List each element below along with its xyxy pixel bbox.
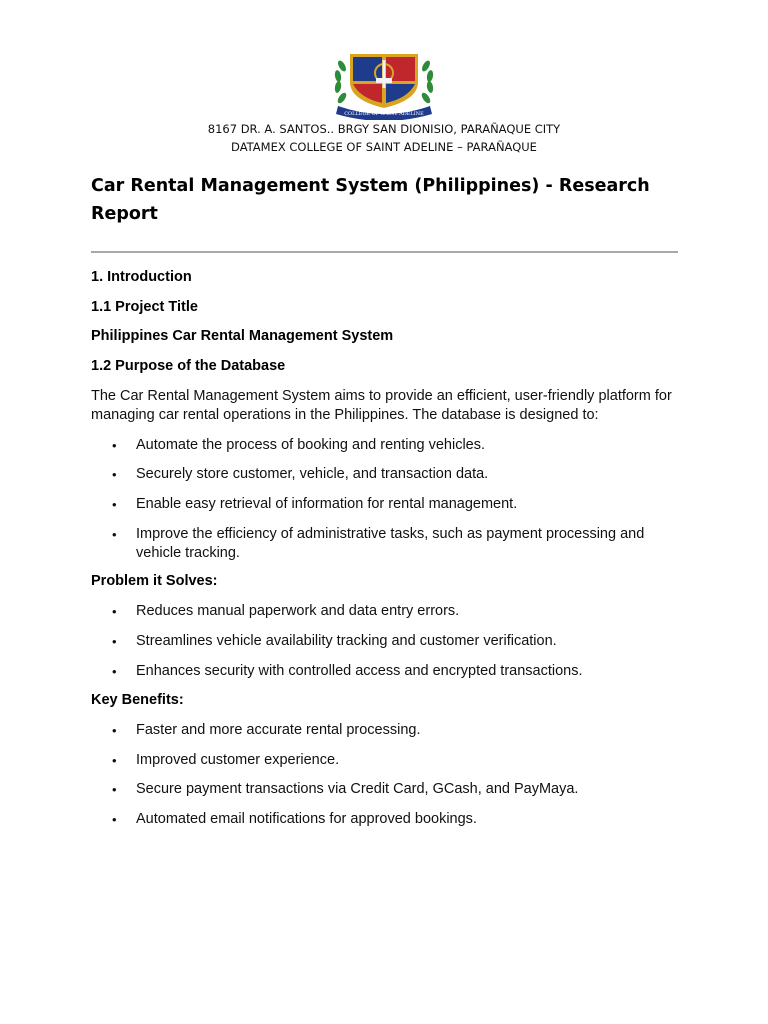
school-name: DATAMEX COLLEGE OF SAINT ADELINE – PARAÑAQUE: [231, 140, 537, 154]
college-seal-icon: [330, 48, 438, 120]
school-address: 8167 DR. A. SANTOS.. BRGY SAN DIONISIO, PARAÑAQUE CITY: [207, 122, 561, 136]
bullet-icon: •: [112, 782, 117, 797]
seal-ribbon-text: COLLEGE OF SAINT ADELINE: [344, 111, 424, 117]
list-item: • Streamlines vehicle availability tracking and customer verification.: [112, 633, 557, 649]
purpose-paragraph: The Car Rental Management System aims to provide an efficient, user-friendly platform for managing car rental operations in the Philippines. The database is designed to:: [91, 388, 672, 423]
title-divider: [91, 251, 678, 253]
section-heading-problem: Problem it Solves:: [91, 573, 218, 589]
project-title-text: Philippines Car Rental Management System: [91, 328, 394, 344]
bullet-icon: •: [112, 723, 117, 738]
bullet-icon: •: [112, 604, 117, 619]
document-title: Car Rental Management System (Philippines) - Research Report: [91, 176, 650, 224]
list-item: • Enable easy retrieval of information for rental management.: [112, 496, 518, 512]
bullet-icon: •: [112, 812, 117, 827]
list-item: • Enhances security with controlled access and encrypted transactions.: [112, 663, 583, 679]
list-item: • Automated email notifications for approved bookings.: [112, 811, 477, 827]
section-heading-benefits: Key Benefits:: [91, 692, 184, 708]
list-item: • Improved customer experience.: [112, 752, 340, 768]
list-item: • Faster and more accurate rental processing.: [112, 722, 421, 738]
section-heading-project-title: 1.1 Project Title: [91, 299, 198, 315]
section-heading-purpose: 1.2 Purpose of the Database: [91, 358, 286, 374]
list-item: • Secure payment transactions via Credit Card, GCash, and PayMaya.: [112, 781, 579, 797]
bullet-icon: •: [112, 438, 117, 453]
section-heading-introduction: 1. Introduction: [91, 269, 192, 285]
list-item: • Improve the efficiency of administrative tasks, such as payment processing and vehicle tracking.: [112, 526, 645, 561]
bullet-icon: •: [112, 467, 117, 482]
bullet-icon: •: [112, 634, 117, 649]
list-item: • Securely store customer, vehicle, and transaction data.: [112, 466, 489, 482]
bullet-icon: •: [112, 753, 117, 768]
list-item: • Automate the process of booking and renting vehicles.: [112, 437, 486, 453]
bullet-icon: •: [112, 664, 117, 679]
list-item: • Reduces manual paperwork and data entry errors.: [112, 603, 460, 619]
bullet-icon: •: [112, 497, 117, 512]
bullet-icon: •: [112, 527, 117, 542]
